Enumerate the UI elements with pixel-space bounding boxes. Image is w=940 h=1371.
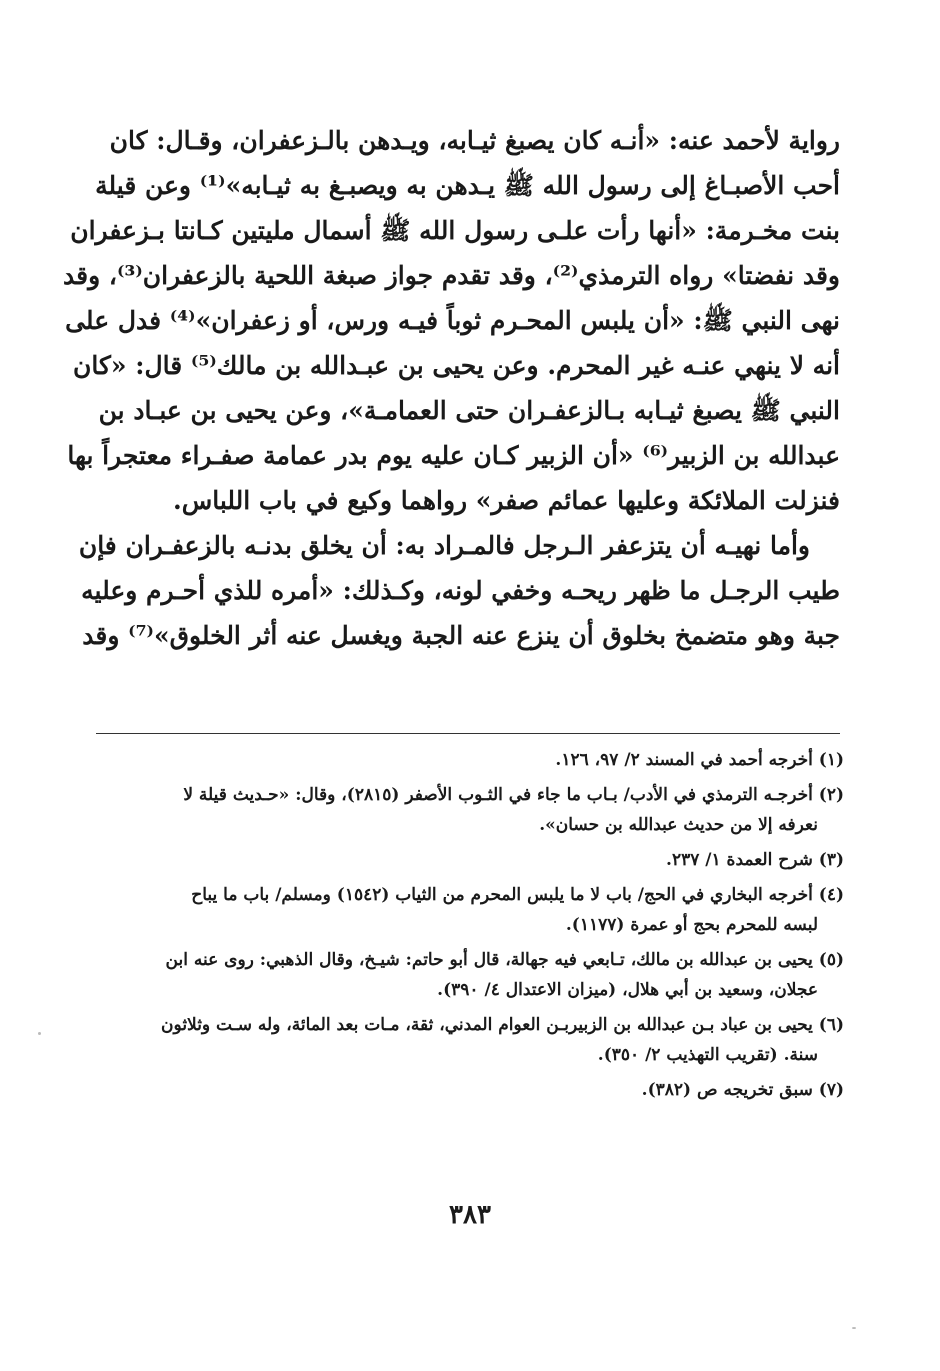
footnote-divider [96,733,840,734]
page-number: ٣٨٣ [449,1200,491,1230]
scan-speck [852,1327,856,1329]
text-line: أنه لا ينهي عنـه غير المحرم. وعن يحيى بن عبـدالله بن مالك⁽⁵⁾ قال: «كان [73,351,840,380]
main-text-body [63,118,840,658]
text-line: وقد نفضتا» رواه الترمذي⁽²⁾، وقد تقدم جواز صبغة اللحية بالزعفران⁽³⁾، وقد [63,261,840,290]
footnotes-section [96,745,844,1110]
footnote-line: (٣) شرح العمدة ١/ ٢٣٧. [666,850,844,870]
text-line: عبدالله بن الزبير⁽⁶⁾ «أن الزبير كـان عليه يوم بدر عمامة صفـراء معتجراً بها [67,441,840,470]
text-line: فنزلت الملائكة وعليها عمائم صفر» رواهما وكيع في باب اللباس. [172,486,840,515]
footnote-6 [96,1010,844,1070]
footnote-line: لبسه للمحرم بحج أو عمرة (١١٧٧). [565,915,818,935]
text-line: نهى النبي ﷺ: «أن يلبس المحـرم ثوباً فيـه ورس، أو زعفران»⁽⁴⁾ فدل على [65,306,840,335]
footnote-line: نعرفه إلا من حديث عبدالله بن حسان». [539,815,818,835]
footnote-line: (٥) يحيى بن عبدالله بن مالك، تـابعي فيه جهالة، قال أبو حاتم: شيـخ، وقال الذهبي: روى عنه ابن [165,950,844,970]
footnote-3 [96,845,844,875]
text-line: وأما نهيـه أن يتزعفر الـرجل فالمـراد به: أن يخلق بدنـه بالزعفـران فإن [78,531,810,560]
footnote-line: سنة. (تقريب التهذيب ٢/ ٣٥٠). [597,1045,818,1065]
text-line: جبة وهو متضمخ بخلوق أن ينزع عنه الجبة ويغسل عنه أثر الخلوق»⁽⁷⁾ وقد [82,621,840,650]
footnote-line: (١) أخرجه أحمد في المسند ٢/ ٩٧، ١٢٦. [555,750,844,770]
text-line: رواية لأحمد عنه: «أنـه كان يصبغ ثيـابه، ويـدهن بالـزعفران، وقـال: كان [109,126,840,155]
footnote-line: (٧) سبق تخريجه ص (٣٨٢). [641,1080,844,1100]
footnote-line: عجلان، وسعيد بن أبي هلال، (ميزان الاعتدال ٤/ ٣٩٠). [437,980,818,1000]
footnote-line: (٦) يحيى بن عباد بـن عبدالله بن الزبيربـن العوام المدني، ثقة، مـات بعد المائة، وله سـت وثلاثون [161,1015,844,1035]
footnote-1 [96,745,844,775]
text-line: أحب الأصبـاغ إلى رسول الله ﷺ يـدهن به ويصبـغ به ثيـابه»⁽¹⁾ وعن قيلة [95,171,840,200]
scan-speck [38,1032,41,1035]
footnote-line: (٢) أخرجـه الترمذي في الأدب/ بـاب ما جاء في الثـوب الأصفر (٢٨١٥)، وقال: «حـديث قيلة لا [183,785,844,805]
text-line: النبي ﷺ يصبغ ثيـابه بـالزعفـران حتى العمامـة»، وعن يحيى بن عبـاد بن [98,396,840,425]
footnote-7 [96,1075,844,1105]
footnote-line: (٤) أخرجه البخاري في الحج/ باب لا ما يلبس المحرم من الثياب (١٥٤٢) ومسلم/ باب ما يباح [191,885,844,905]
text-line: بنت مخـرمة: «أنها رأت علـى رسول الله ﷺ أسمال مليتين كـانتا بـزعفران [70,216,840,245]
footnote-5 [96,945,844,1005]
footnote-2 [96,780,844,840]
text-line: طيب الرجـل ما ظهر ريحـه وخفي لونه، وكـذلك: «أمره للذي أحـرم وعليه [81,576,840,605]
footnote-4 [96,880,844,940]
